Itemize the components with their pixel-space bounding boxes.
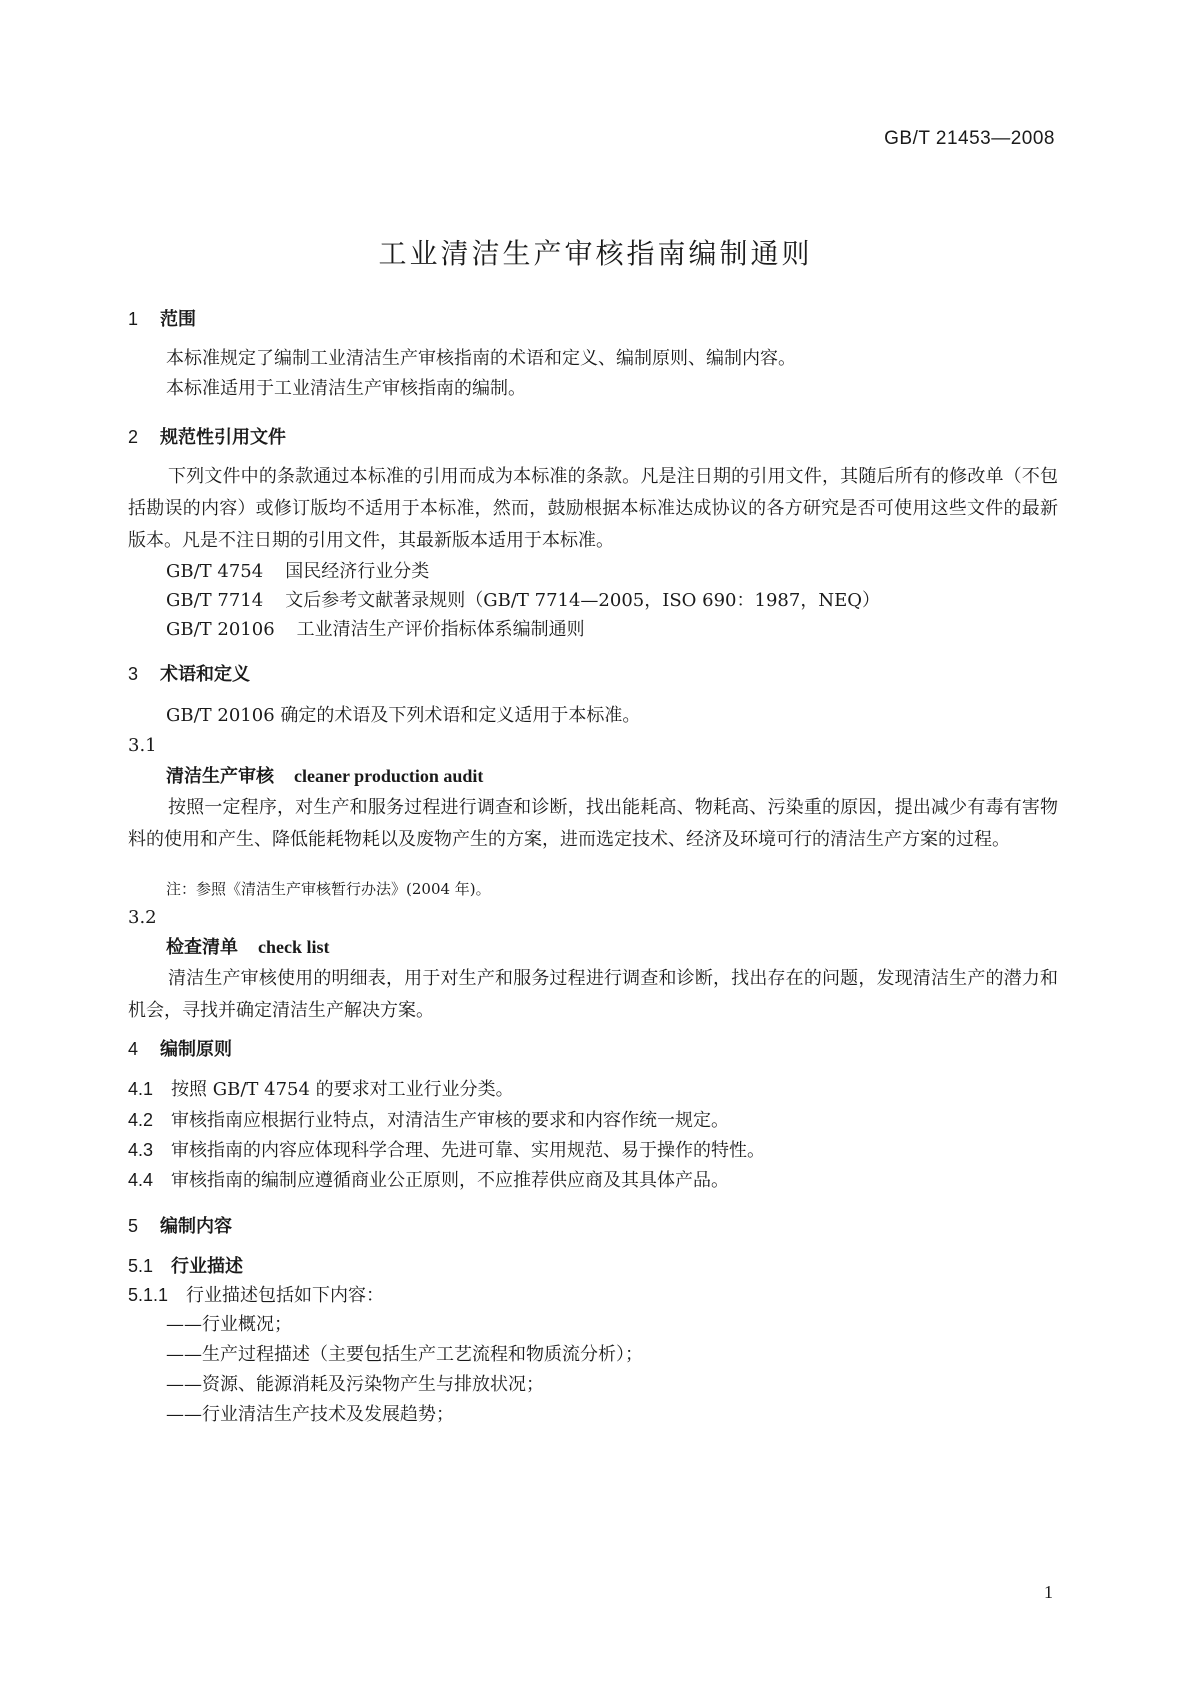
clause-item [128,1279,384,1312]
section-title: 范围 [160,309,197,330]
section-title: 术语和定义 [160,664,251,685]
item-text: 审核指南的内容应体现科学合理、先进可靠、实用规范、易于操作的特性。 [171,1140,766,1161]
section-number: 3 [128,664,139,684]
term-chinese: 清洁生产审核 [166,766,274,787]
term-definition: 按照一定程序，对生产和服务过程进行调查和诊断，找出能耗高、物耗高、污染重的原因，提出减少有毒有害物料的使用和产生、降低能耗物耗以及废物产生的方案，进而选定技术、经济及环境可行的清洁生产方案的过程。 [128,797,1058,850]
section-number: 4 [128,1039,139,1059]
subsection-number: 5.1 [128,1256,154,1276]
clause-text: 行业描述包括如下内容： [186,1285,385,1306]
term-english: cleaner production audit [294,766,484,786]
term-definition: 清洁生产审核使用的明细表，用于对生产和服务过程进行调查和诊断，找出存在的问题，发现清洁生产的潜力和机会，寻找并确定清洁生产解决方案。 [128,968,1058,1021]
term-heading [166,762,483,788]
section-4-heading [128,1035,232,1061]
item-text: 按照 GB/T 4754 的要求对工业行业分类。 [171,1079,514,1100]
dash-list-item: ——行业清洁生产技术及发展趋势； [166,1404,454,1425]
term-chinese: 检查清单 [166,937,238,958]
item-number: 4.1 [128,1079,154,1099]
reference-code: GB/T 7714 [166,590,264,611]
section-2-heading [128,423,286,449]
item-number: 4.3 [128,1140,154,1160]
section-1-heading [128,305,196,331]
section-1-paragraph-1: 本标准规定了编制工业清洁生产审核指南的术语和定义、编制原则、编制内容。 [166,348,796,369]
reference-code: GB/T 4754 [166,561,264,582]
reference-title: 国民经济行业分类 [285,561,430,582]
section-number: 5 [128,1216,139,1236]
reference-item [166,557,429,583]
section-title: 规范性引用文件 [160,427,287,448]
term-number: 3.1 [128,735,157,756]
item-text: 审核指南的编制应遵循商业公正原则，不应推荐供应商及其具体产品。 [171,1170,730,1191]
standard-code: GB/T 21453—2008 [884,128,1055,149]
page-number: 1 [1044,1582,1053,1602]
reference-item [166,586,880,612]
reference-code: GB/T 20106 [166,619,275,640]
section-3-heading [128,660,250,686]
principle-item [128,1073,514,1106]
section-5-heading [128,1212,232,1238]
reference-item [166,615,585,641]
section-number: 2 [128,427,139,447]
dash-list-item: ——资源、能源消耗及污染物产生与排放状况； [166,1374,544,1395]
section-2-paragraph: 下列文件中的条款通过本标准的引用而成为本标准的条款。凡是注日期的引用文件，其随后所有的修改单（不包括勘误的内容）或修订版均不适用于本标准，然而，鼓励根据本标准达成协议的各方研究是否可使用这些文件的最新版本。凡是不注日期的引用文件，其最新版本适用于本标准。 [128,466,1058,551]
document-title: 工业清洁生产审核指南编制通则 [378,237,813,270]
section-number: 1 [128,309,139,329]
principle-item [128,1134,765,1167]
dash-list-item: ——行业概况； [166,1314,292,1335]
item-number: 4.4 [128,1170,154,1190]
subsection-heading [128,1252,243,1278]
section-1-paragraph-2: 本标准适用于工业清洁生产审核指南的编制。 [166,378,526,399]
principle-item [128,1164,729,1197]
dash-list-item: ——生产过程描述（主要包括生产工艺流程和物质流分析）； [166,1344,643,1365]
term-note: 注：参照《清洁生产审核暂行办法》(2004 年)。 [166,880,491,898]
subsection-title: 行业描述 [171,1256,244,1277]
item-number: 4.2 [128,1110,154,1130]
term-english: check list [258,937,330,957]
reference-title: 工业清洁生产评价指标体系编制通则 [296,619,585,640]
item-text: 审核指南应根据行业特点，对清洁生产审核的要求和内容作统一规定。 [171,1110,730,1131]
section-title: 编制内容 [160,1216,233,1237]
term-heading [166,933,330,959]
clause-number: 5.1.1 [128,1285,169,1305]
reference-title: 文后参考文献著录规则（GB/T 7714—2005，ISO 690：1987，NEQ） [285,590,880,611]
section-3-intro: GB/T 20106 确定的术语及下列术语和定义适用于本标准。 [166,705,641,726]
principle-item [128,1104,729,1137]
term-number: 3.2 [128,907,157,928]
section-title: 编制原则 [160,1039,233,1060]
